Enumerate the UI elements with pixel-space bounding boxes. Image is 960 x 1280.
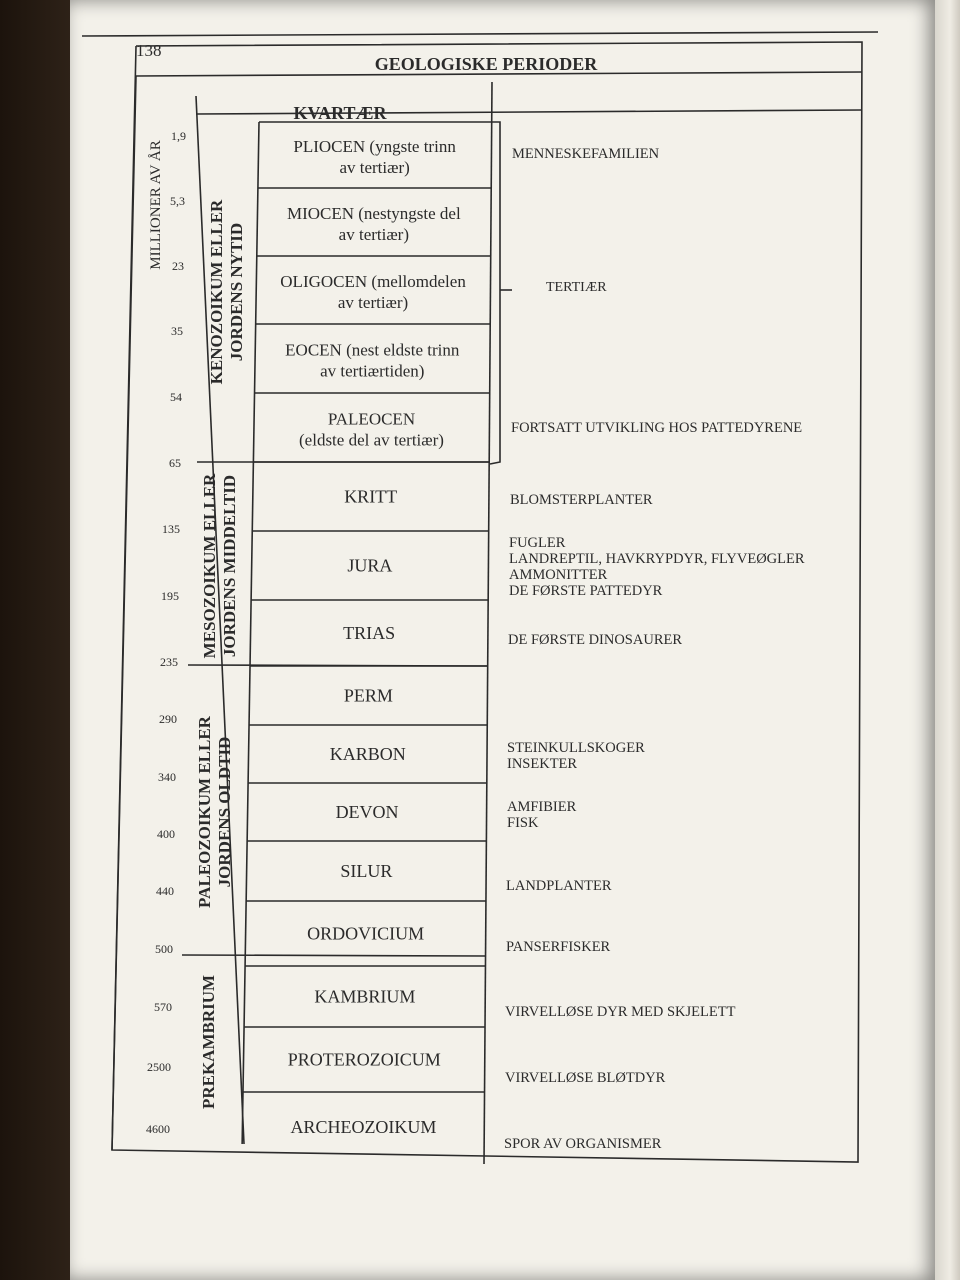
life-note — [505, 1070, 666, 1086]
period-name: KRITT — [344, 486, 398, 507]
life-note-line: VIRVELLØSE BLØTDYR — [505, 1070, 666, 1086]
age-tick-label: 440 — [156, 884, 174, 898]
age-tick-label: 23 — [172, 259, 184, 273]
period-name: PERM — [343, 685, 393, 706]
era-subtitle: JORDENS MIDDELTID — [220, 474, 239, 658]
age-tick-label: 2500 — [147, 1060, 171, 1074]
life-note-line: AMFIBIER — [507, 799, 577, 815]
period-name: DEVON — [335, 802, 399, 822]
period-row — [288, 1050, 441, 1070]
life-note — [509, 535, 805, 599]
life-note-line: BLOMSTERPLANTER — [510, 492, 653, 508]
period-name: ORDOVICIUM — [307, 923, 425, 944]
period-rows — [242, 122, 491, 1144]
period-row — [290, 1117, 436, 1137]
life-note — [504, 1136, 662, 1152]
era-subtitle: JORDENS OLDTID — [215, 736, 234, 888]
period-note: av tertiær) — [339, 158, 410, 177]
era-name: MESOZOIKUM ELLER — [200, 473, 219, 659]
life-notes — [504, 146, 805, 1152]
life-note-line: FISK — [507, 815, 539, 831]
period-name: ARCHEOZOIKUM — [290, 1117, 437, 1137]
age-tick-label: 4600 — [146, 1122, 170, 1136]
period-row — [344, 487, 397, 507]
period-note: (eldste del av tertiær) — [299, 430, 444, 450]
era-subtitle: JORDENS NYTID — [227, 222, 246, 362]
life-note-line: VIRVELLØSE DYR MED SKJELETT — [505, 1004, 736, 1020]
page-title: GEOLOGISKE PERIODER — [374, 54, 598, 74]
period-name: PLIOCEN (yngste trinn — [293, 137, 456, 156]
age-tick-label: 35 — [171, 324, 183, 338]
life-note — [507, 799, 577, 831]
age-tick-label: 340 — [158, 770, 176, 784]
life-note-line: INSEKTER — [507, 756, 578, 772]
age-tick-label: 400 — [157, 827, 175, 841]
age-tick-label: 195 — [161, 589, 179, 603]
era-name: KENOZOIKUM ELLER — [207, 199, 226, 385]
period-row — [287, 204, 461, 244]
era-name: PREKAMBRIUM — [199, 974, 218, 1110]
life-note-line: AMMONITTER — [509, 567, 608, 583]
age-tick-label: 290 — [159, 712, 177, 726]
life-note-line: LANDREPTIL, HAVKRYPDYR, FLYVEØGLER — [509, 551, 805, 567]
life-note — [510, 492, 653, 508]
period-name: SILUR — [340, 861, 393, 881]
life-note — [512, 146, 660, 162]
life-note-line: LANDPLANTER — [506, 878, 612, 894]
life-note-line: PANSERFISKER — [506, 939, 611, 955]
life-note — [507, 740, 645, 772]
period-row — [347, 556, 392, 576]
axis-label: MILLIONER AV ÅR — [148, 140, 164, 270]
life-note — [505, 1004, 736, 1020]
period-name: EOCEN (nest eldste trinn — [285, 340, 460, 360]
period-note: av tertiærtiden) — [320, 361, 425, 381]
age-ticks — [146, 129, 186, 1136]
era-name: PALEOZOIKUM ELLER — [195, 716, 214, 908]
period-name: JURA — [347, 555, 393, 576]
period-name: MIOCEN (nestyngste del — [286, 204, 461, 223]
period-row — [336, 802, 399, 822]
period-row — [299, 410, 444, 450]
period-row — [340, 861, 392, 881]
age-tick-label: 1,9 — [171, 129, 186, 143]
period-row — [293, 137, 456, 177]
period-row — [330, 744, 406, 764]
life-note-line: SPOR AV ORGANISMER — [504, 1136, 662, 1152]
life-note — [508, 632, 682, 648]
era-label — [195, 715, 234, 908]
age-tick-label: 5,3 — [170, 194, 185, 208]
period-row — [314, 987, 415, 1007]
period-name: PROTEROZOICUM — [287, 1049, 441, 1070]
life-note — [506, 939, 611, 955]
age-tick-label: 135 — [162, 522, 180, 536]
life-note-line: FUGLER — [509, 535, 566, 551]
period-row — [307, 924, 424, 944]
life-note-line: FORTSATT UTVIKLING HOS PATTEDYRENE — [511, 420, 803, 436]
period-row — [344, 686, 393, 706]
age-tick-label: 54 — [170, 390, 182, 404]
period-row — [280, 272, 466, 312]
life-note-line: MENNESKEFAMILIEN — [512, 146, 660, 162]
age-tick-label: 235 — [160, 655, 178, 669]
period-row — [285, 341, 460, 381]
era-labels — [195, 199, 246, 1109]
life-note-line: STEINKULLSKOGER — [507, 740, 645, 756]
quaternary-label: KVARTÆR — [293, 103, 387, 123]
period-name: TRIAS — [343, 623, 396, 643]
life-note-line: DE FØRSTE PATTEDYR — [509, 583, 663, 599]
period-name: OLIGOCEN (mellomdelen — [280, 272, 466, 291]
life-note-line: DE FØRSTE DINOSAURER — [508, 632, 683, 648]
period-note: av tertiær) — [337, 293, 409, 312]
era-label — [207, 199, 246, 384]
period-row — [343, 623, 395, 643]
age-tick-label: 65 — [169, 456, 181, 470]
period-name: KAMBRIUM — [314, 986, 416, 1007]
tertiary-label: TERTIÆR — [546, 280, 607, 295]
period-name: KARBON — [329, 744, 406, 764]
era-label — [200, 473, 239, 658]
age-tick-label: 500 — [155, 942, 173, 956]
period-note: av tertiær) — [338, 225, 410, 244]
life-note — [511, 420, 802, 436]
life-note — [506, 878, 612, 894]
age-tick-label: 570 — [154, 1000, 172, 1014]
era-label — [199, 975, 218, 1109]
period-name: PALEOCEN — [327, 409, 416, 429]
page-number: 138 — [136, 41, 162, 60]
